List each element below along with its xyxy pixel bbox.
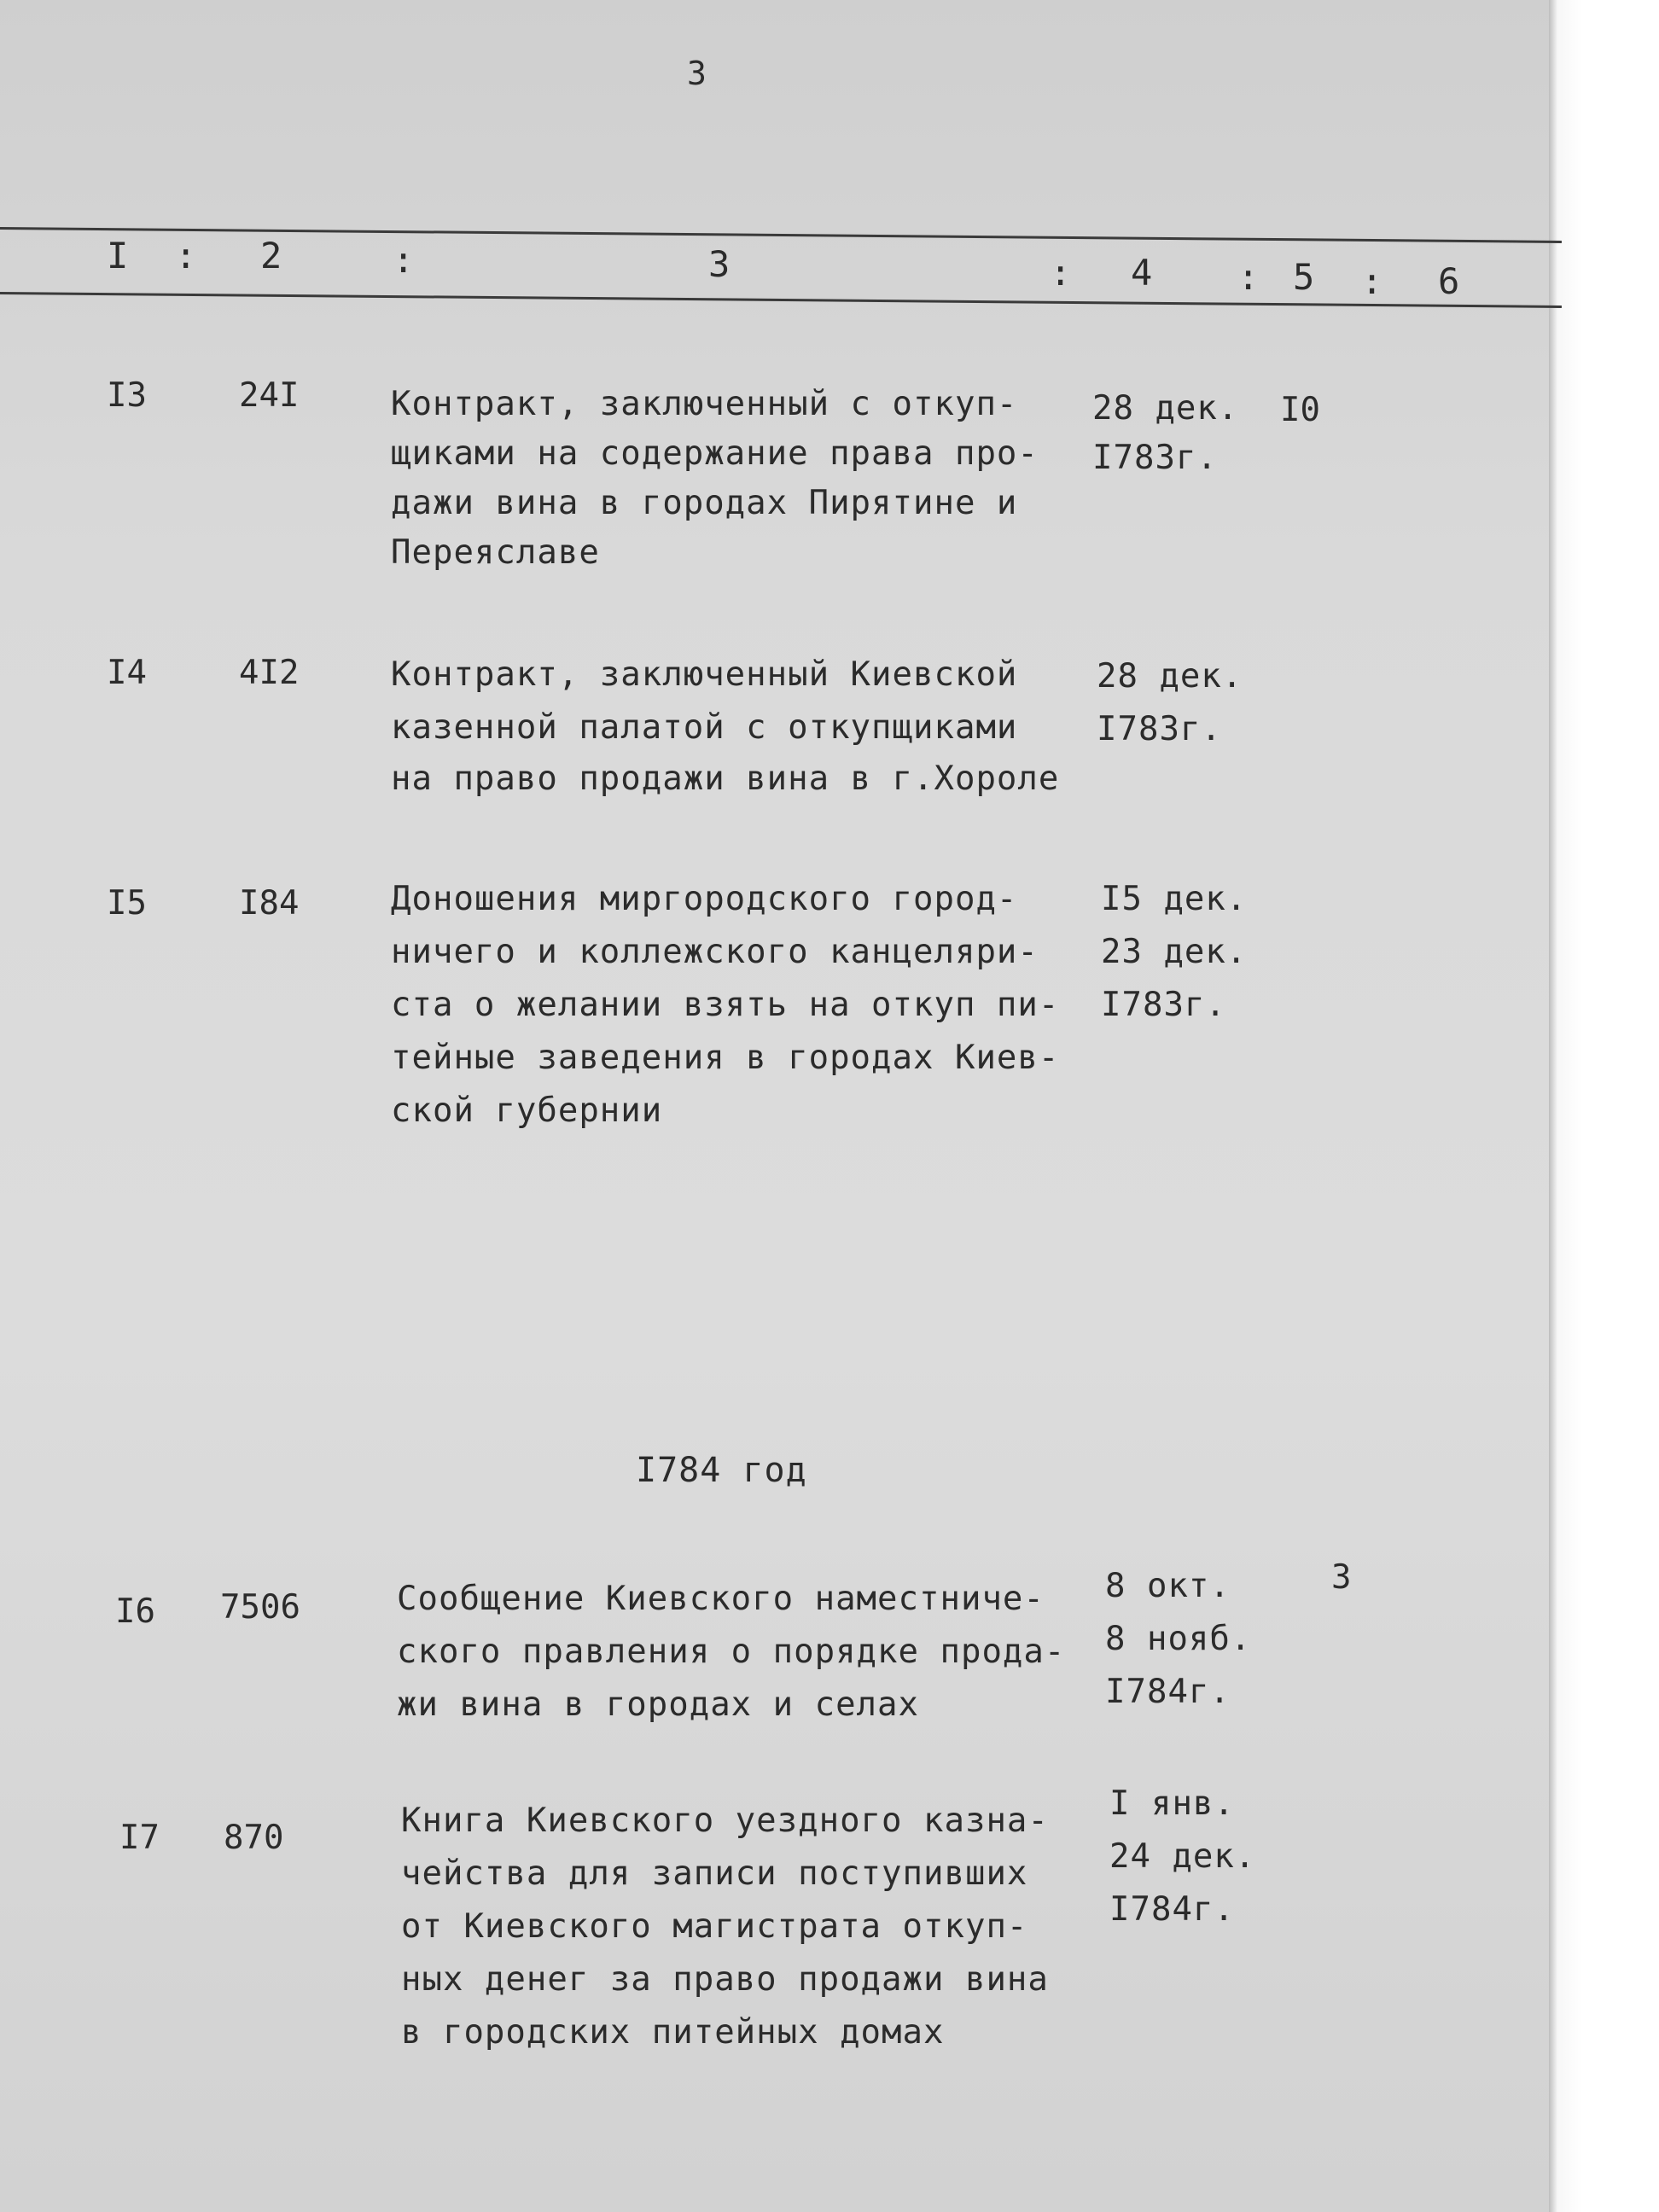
- record-date: 24 дек.: [1109, 1837, 1256, 1876]
- record-description-line: ных денег за право продажи вина: [401, 1960, 1049, 1999]
- record-date: 23 дек.: [1101, 933, 1248, 971]
- record-date: I5 дек.: [1101, 880, 1248, 918]
- fond-number: I84: [239, 884, 300, 923]
- record-date: 28 дек.: [1097, 657, 1243, 696]
- record-description-line: Контракт, заключенный Киевской: [391, 655, 1018, 694]
- record-description-line: Переяславе: [391, 533, 600, 572]
- record-description-line: ста о желании взять на откуп пи-: [391, 986, 1060, 1024]
- record-description-line: казенной палатой с откупщиками: [391, 708, 1018, 747]
- header-sep: :: [1050, 252, 1072, 294]
- header-col-2: 2: [260, 235, 282, 276]
- record-description-line: жи вина в городах и селах: [397, 1685, 919, 1724]
- record-date: 8 окт.: [1105, 1567, 1231, 1605]
- fond-number: 870: [224, 1819, 284, 1857]
- record-number: I6: [115, 1592, 155, 1631]
- fond-number: 4I2: [239, 654, 300, 692]
- record-date: I783г.: [1101, 986, 1226, 1024]
- record-date: I янв.: [1109, 1784, 1235, 1823]
- record-description-line: от Киевского магистрата откуп-: [401, 1907, 1028, 1946]
- record-description-line: Контракт, заключенный с откуп-: [391, 385, 1018, 423]
- record-number: I7: [119, 1819, 160, 1857]
- fond-number: 7506: [220, 1588, 300, 1627]
- header-sep: :: [1237, 256, 1260, 298]
- header-rule-top: [0, 227, 1562, 243]
- record-description-line: ничего и коллежского канцеляри-: [391, 933, 1039, 971]
- record-date: I784г.: [1109, 1890, 1235, 1929]
- page-number: 3: [687, 55, 707, 92]
- record-description-line: Доношения миргородского город-: [391, 880, 1018, 918]
- header-sep: :: [1361, 260, 1383, 302]
- record-description-line: чейства для записи поступивших: [401, 1854, 1028, 1893]
- record-description-line: Книга Киевского уездного казна-: [401, 1802, 1049, 1840]
- record-description-line: на право продажи вина в г.Хороле: [391, 760, 1060, 798]
- record-description-line: ского правления о порядке прода-: [397, 1633, 1066, 1671]
- page-edge: [1549, 0, 1659, 2212]
- year-heading: I784 год: [636, 1451, 807, 1490]
- header-sep: :: [393, 239, 415, 281]
- header-col-6: 6: [1438, 260, 1460, 302]
- record-date: I783г.: [1097, 710, 1222, 748]
- record-number: I3: [107, 376, 147, 415]
- header-col-3: 3: [708, 243, 731, 285]
- header-col-1: I: [107, 235, 129, 276]
- sheet-note: 3: [1331, 1558, 1352, 1597]
- sheet-count: I0: [1280, 391, 1320, 429]
- record-date: 8 нояб.: [1105, 1620, 1252, 1658]
- record-date: 28 дек.: [1092, 389, 1239, 428]
- record-description-line: дажи вина в городах Пирятине и: [391, 484, 1018, 522]
- record-description-line: в городских питейных домах: [401, 2013, 945, 2052]
- record-description-line: тейные заведения в городах Киев-: [391, 1039, 1060, 1077]
- record-number: I5: [107, 884, 147, 923]
- record-date: I784г.: [1105, 1673, 1231, 1711]
- record-number: I4: [107, 654, 147, 692]
- header-col-4: 4: [1131, 252, 1153, 294]
- header-sep: :: [175, 235, 197, 276]
- record-date: I783г.: [1092, 439, 1218, 477]
- fond-number: 24I: [239, 376, 300, 415]
- header-col-5: 5: [1293, 256, 1315, 298]
- header-rule-bottom: [0, 292, 1562, 308]
- record-description-line: щиками на содержание права про-: [391, 434, 1039, 473]
- record-description-line: Сообщение Киевского наместниче-: [397, 1580, 1045, 1618]
- record-description-line: ской губернии: [391, 1091, 663, 1130]
